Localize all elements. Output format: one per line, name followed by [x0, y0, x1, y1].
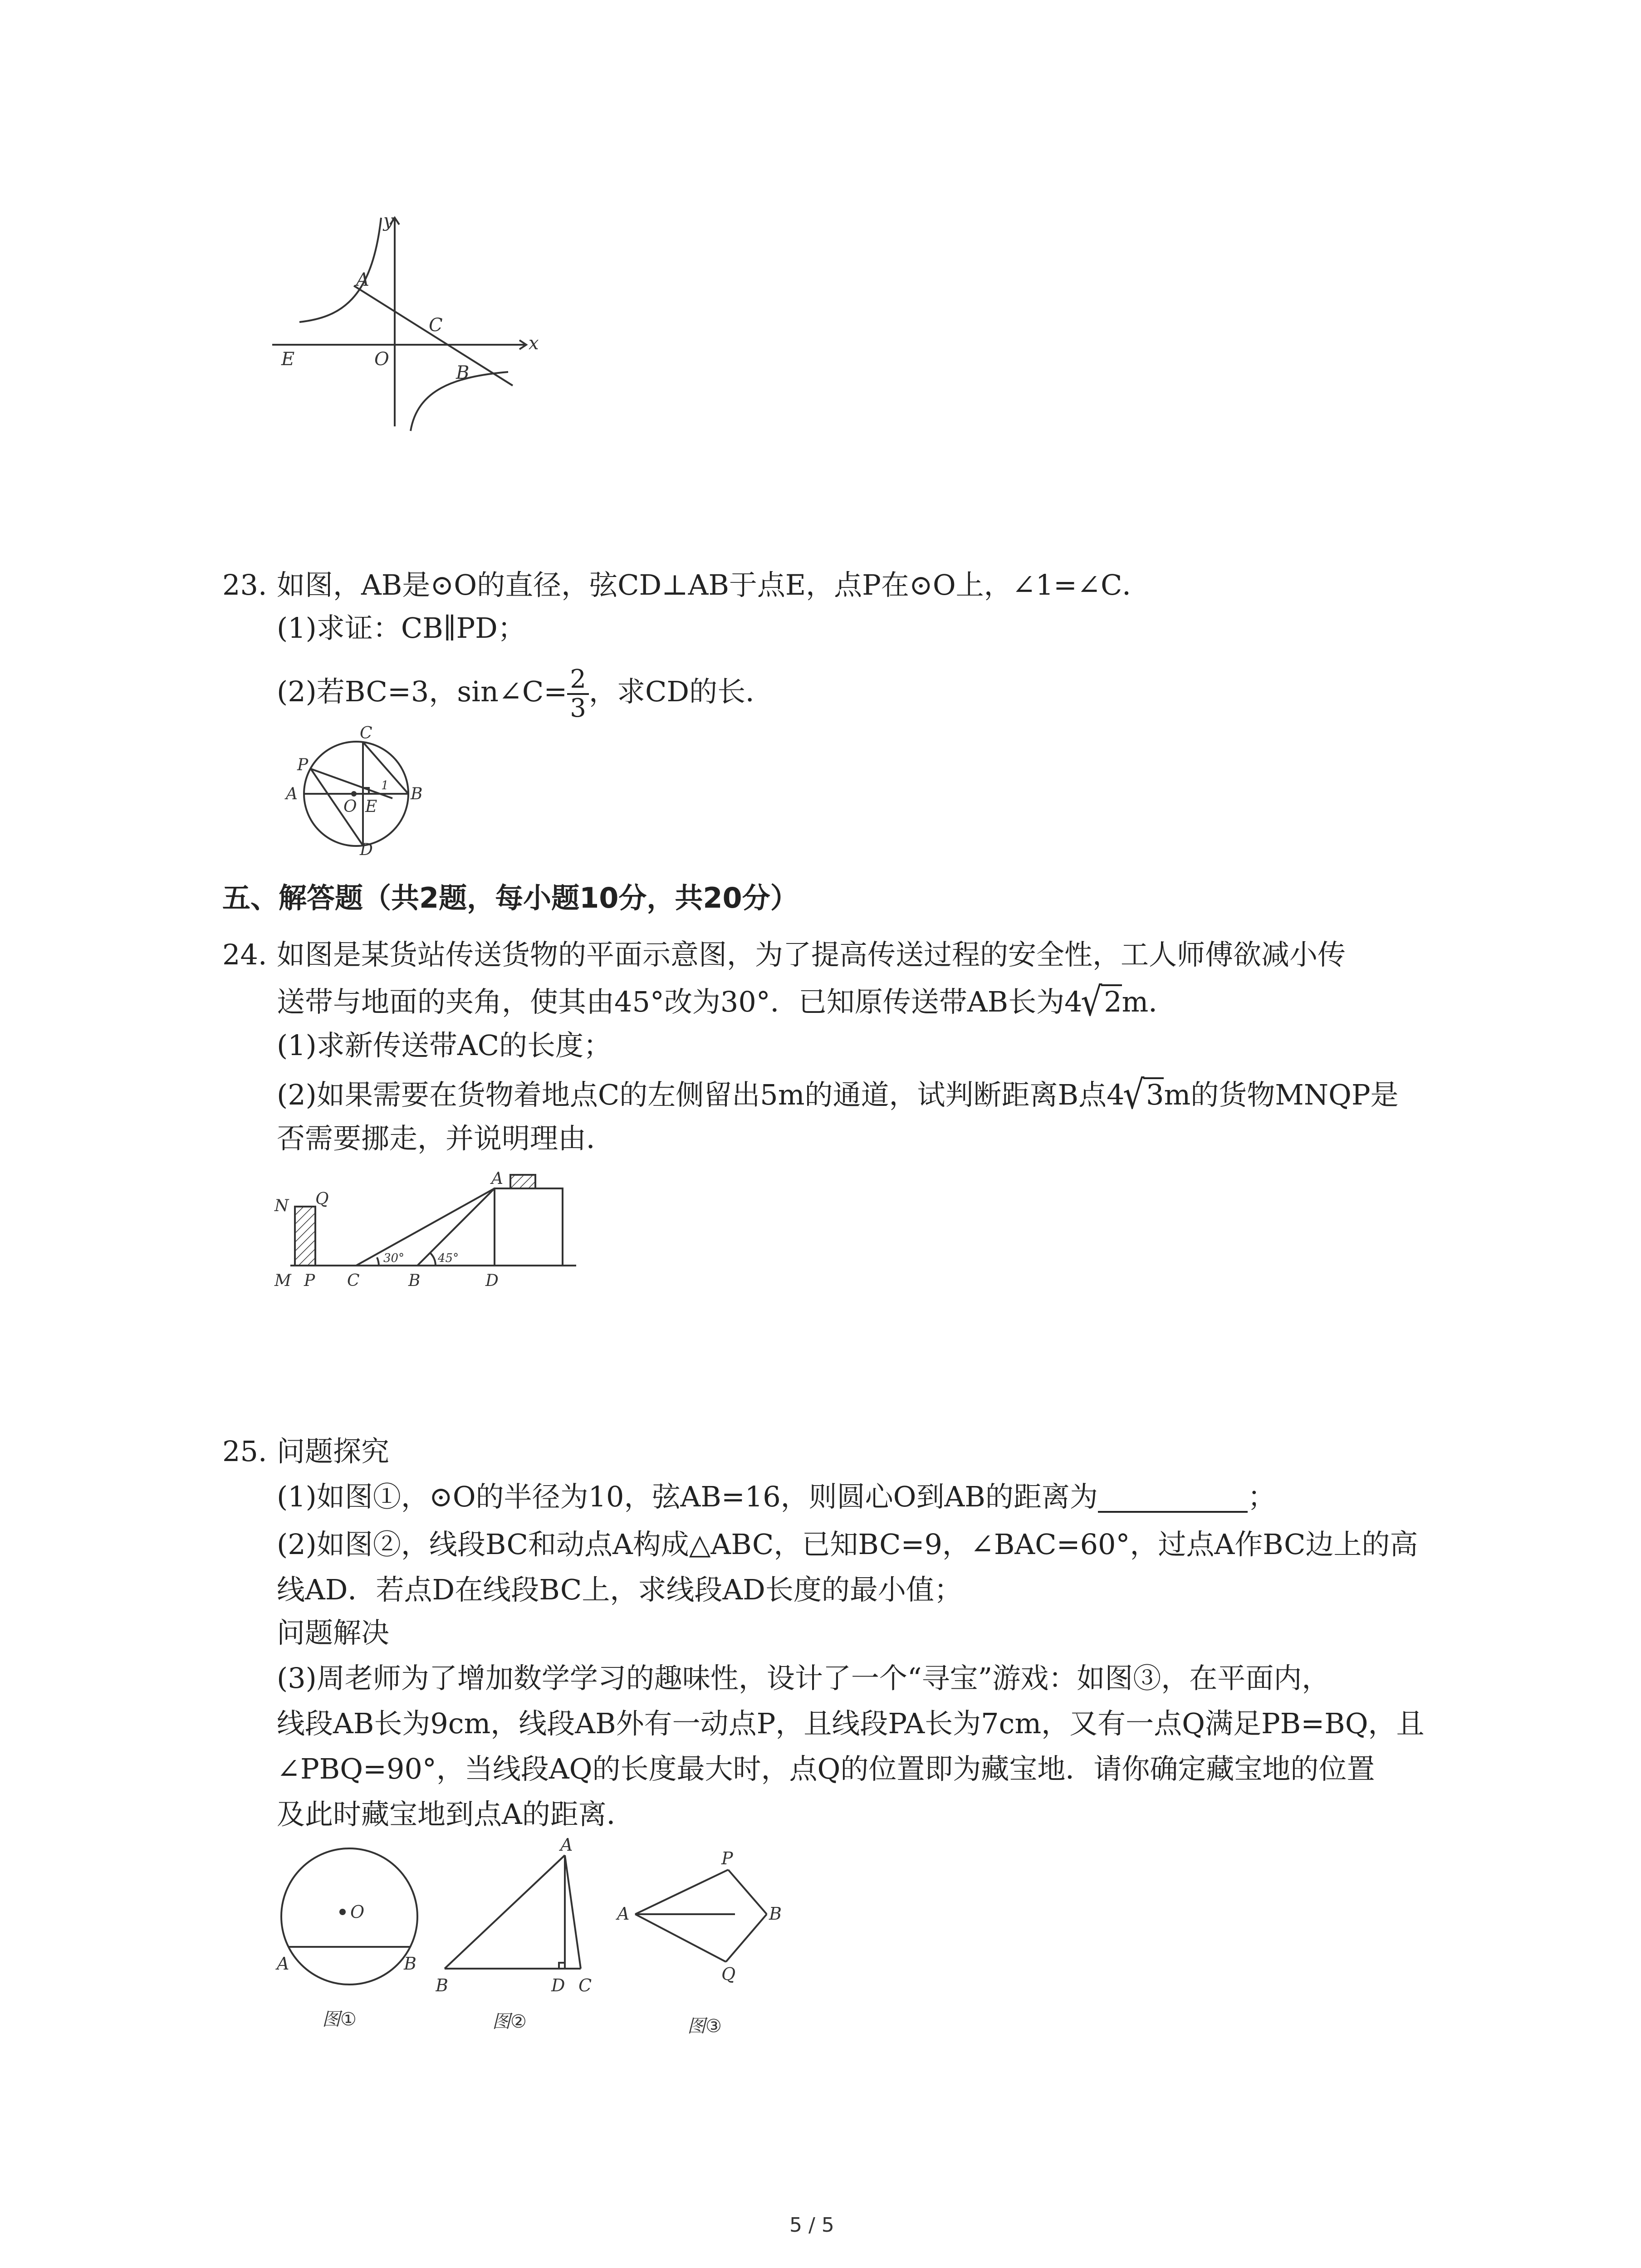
q23-frac-num: 2	[567, 666, 589, 695]
q25-figure-2	[436, 1837, 608, 2037]
q23-label-A: A	[286, 785, 298, 803]
label-y: y	[383, 210, 394, 231]
page-number: 5 / 5	[789, 2214, 834, 2237]
q24-part2	[277, 1071, 1399, 1118]
fig3-label-B: B	[769, 1904, 782, 1924]
q24-conveyor-figure	[268, 1161, 585, 1293]
q24-label-C: C	[347, 1271, 360, 1290]
q24-line1: 如图是某货站传送货物的平面示意图，为了提高传送过程的安全性，工人师傅欲减小传	[277, 938, 1346, 971]
answer-blank[interactable]	[1098, 1486, 1248, 1513]
fig3-caption: 图③	[687, 2016, 722, 2037]
q23-label-O: O	[343, 797, 357, 816]
q24-number: 24.	[222, 938, 267, 971]
q24-label-D: D	[485, 1271, 499, 1290]
q24-line2-after: m．	[1122, 985, 1177, 1018]
q24-label-Q: Q	[315, 1190, 329, 1208]
q23-label-B: B	[411, 785, 423, 803]
q23-frac-den: 3	[570, 693, 586, 723]
q24-part2-after: m的货物MNQP是	[1164, 1078, 1399, 1111]
q23-circle-figure	[279, 726, 424, 857]
q23-number: 23.	[222, 568, 267, 601]
hyperbola-figure	[272, 209, 544, 435]
label-C: C	[429, 315, 443, 336]
q24-part2-sqrt: 3	[1143, 1077, 1164, 1111]
q25-part2-line2: 线AD．若点D在线段BC上，求线段AD长度的最小值；	[277, 1573, 962, 1606]
fig3-label-A: A	[617, 1904, 630, 1924]
fig1-label-O: O	[350, 1902, 365, 1922]
q25-subtitle: 问题解决	[277, 1616, 390, 1649]
label-A: A	[356, 269, 369, 290]
section5-title: 五、解答题（共2题，每小题10分，共20分）	[222, 881, 798, 914]
fig3-label-Q: Q	[721, 1964, 736, 1984]
fig2-label-B: B	[436, 1975, 448, 1995]
q24-angle-45: 45°	[438, 1251, 459, 1265]
fig2-label-D: D	[551, 1975, 565, 1995]
q23-part2-before: (2)若BC=3，sin∠C=	[277, 675, 568, 708]
q23-label-1: 1	[381, 779, 389, 792]
q24-label-P: P	[304, 1271, 315, 1290]
fig2-caption: 图②	[492, 2011, 527, 2032]
q25-part3-line4: 及此时藏宝地到点A的距离．	[277, 1798, 635, 1831]
q24-line2-before: 送带与地面的夹角，使其由45°改为30°．已知原传送带AB长为4	[277, 985, 1083, 1018]
q23-label-C: C	[360, 726, 372, 743]
q24-part2-before: (2)如果需要在货物着地点C的左侧留出5m的通道，试判断距离B点4	[277, 1078, 1125, 1111]
q23-part1: (1)求证：CB∥PD；	[277, 611, 526, 645]
q24-line2	[277, 978, 1177, 1025]
q23-label-D: D	[360, 841, 373, 857]
q24-label-B: B	[408, 1271, 421, 1290]
q24-angle-30: 30°	[383, 1251, 405, 1265]
q23-fraction	[567, 666, 589, 722]
fig1-caption: 图①	[322, 2009, 357, 2030]
q25-part1-after: ；	[1247, 1480, 1276, 1513]
q25-title: 问题探究	[277, 1435, 390, 1468]
q24-label-A: A	[491, 1169, 503, 1188]
q25-part1	[277, 1481, 1276, 1513]
label-B: B	[456, 362, 470, 383]
q23-label-P: P	[297, 756, 309, 774]
label-x: x	[529, 333, 539, 354]
sqrt-sign: √	[1080, 978, 1102, 1025]
q25-part1-before: (1)如图①，⊙O的半径为10，弦AB=16，则圆心O到AB的距离为	[277, 1480, 1098, 1513]
q25-figure-1	[272, 1842, 426, 2037]
fig3-label-P: P	[721, 1848, 733, 1868]
q25-number: 25.	[222, 1435, 267, 1468]
fig1-label-A: A	[277, 1954, 289, 1974]
fig2-label-A: A	[560, 1837, 573, 1855]
fig2-label-C: C	[578, 1975, 592, 1995]
label-O: O	[374, 349, 389, 370]
label-E: E	[281, 349, 295, 370]
sqrt-sign: √	[1122, 1071, 1144, 1118]
q25-part2-line1: (2)如图②，线段BC和动点A构成△ABC，已知BC=9，∠BAC=60°，过点A作BC边上的高	[277, 1528, 1418, 1561]
q25-part3-line3: ∠PBQ=90°，当线段AQ的长度最大时，点Q的位置即为藏宝地．请你确定藏宝地的位置	[277, 1752, 1375, 1785]
q25-part3-line1: (3)周老师为了增加数学学习的趣味性，设计了一个“寻宝”游戏：如图③，在平面内，	[277, 1662, 1330, 1695]
q23-label-E: E	[365, 797, 377, 816]
q24-label-M: M	[274, 1271, 291, 1290]
q24-part2-line2: 否需要挪走，并说明理由．	[277, 1122, 615, 1155]
q24-line2-sqrt: 2	[1101, 984, 1122, 1018]
q23-stem: 如图，AB是⊙O的直径，弦CD⊥AB于点E，点P在⊙O上，∠1=∠C．	[277, 568, 1151, 601]
q23-part2	[277, 662, 774, 722]
q23-part2-after: ，求CD的长．	[588, 675, 774, 708]
q25-figure-3	[612, 1833, 803, 2037]
q24-label-N: N	[274, 1197, 289, 1215]
fig1-label-B: B	[404, 1954, 416, 1974]
q24-part1: (1)求新传送带AC的长度；	[277, 1029, 612, 1062]
q25-part3-line2: 线段AB长为9cm，线段AB外有一动点P，且线段PA长为7cm，又有一点Q满足PB=BQ，且	[277, 1707, 1425, 1740]
